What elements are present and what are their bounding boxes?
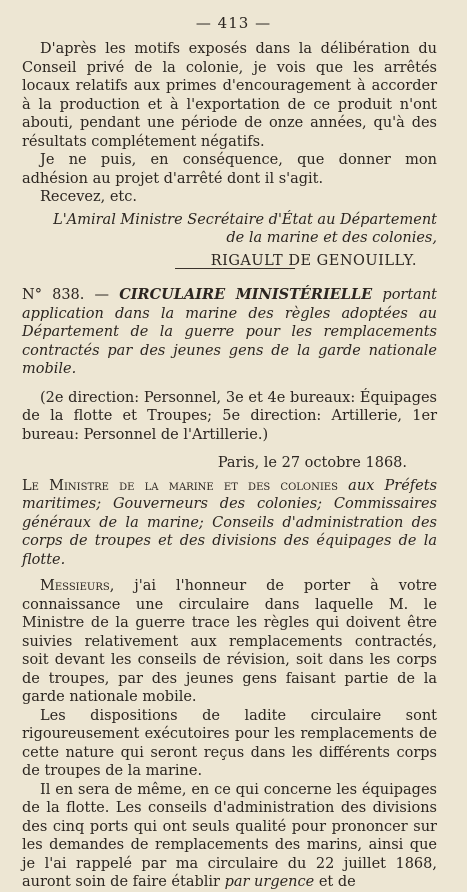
intro-section [22, 40, 437, 270]
body-paragraph-3: Il en sera de même, en ce qui concerne les équipages de la flotte. Les conseils d'administration des divisions des cinq ports qui ont seuls qualité pour prononcer sur les demandes de remplacements des marins, ainsi que je l'ai rappelé par ma circulaire du 22 juillet 1868, auront soin de faire établir par urgence et de [22, 781, 437, 890]
signature-name: RIGAULT DE GENOUILLY. [210, 252, 417, 269]
page-number: — 413 — [195, 14, 272, 32]
body-paragraph-1: Messieurs, j'ai l'honneur de porter à votre connaissance une circulaire dans laquelle M. le Ministre de la guerre trace les règles qui doivent être suivies relativement aux remplacements contractés, soit devant les conseils de révision, soit dans les corps de troupes, par des jeunes gens faisant partie de la garde nationale mobile. [22, 578, 437, 705]
signature-title-line-1: L'Amiral Ministre Secrétaire d'État au Département [53, 211, 437, 228]
direction-note: (2e direction: Personnel, 3e et 4e bureaux: Équipages de la flotte et Troupes; 5e direction: Artillerie, 1er bureau: Personnel de l'Artillerie.) [22, 389, 437, 443]
circular-heading: N° 838. — CIRCULAIRE MINISTÉRIELLE portant application dans la marine des règles adoptées au Département de la guerre pour les remplacements contractés par des jeunes gens de la garde nationale mobile. [22, 286, 438, 377]
circular-section [22, 286, 437, 892]
circular-title: CIRCULAIRE MINISTÉRIELLE [119, 286, 373, 303]
date-line: Paris, le 27 octobre 1868. [217, 455, 407, 471]
section-divider [175, 268, 295, 269]
closing-formula: Recevez, etc. [40, 189, 137, 205]
intro-paragraph-2: Je ne puis, en conséquence, que donner mon adhésion au projet d'arrêté dont il s'agit. [22, 152, 437, 187]
intro-paragraph-1: D'après les motifs exposés dans la délibération du Conseil privé de la colonie, je vois que les arrêtés locaux relatifs aux primes d'encouragement à accorder à la production et à l'exportation de ce produit n'ont abouti, pendant une période de onze années, qu'à des résultats complétement négatifs. [22, 41, 437, 150]
addressee-block: Le Ministre de la marine et des colonies aux Préfets maritimes; Gouverneurs des colonies; Commissaires généraux de la marine; Conseils d'administration des corps de troupes et des divisions des équipages de la flotte. [22, 477, 438, 568]
body-paragraph-2: Les dispositions de ladite circulaire sont rigoureusement exécutoires pour les remplacements de cette nature qui seront reçus dans les différents corps de troupes de la marine. [22, 707, 437, 779]
signature-title-line-2: de la marine et des colonies, [226, 230, 437, 246]
